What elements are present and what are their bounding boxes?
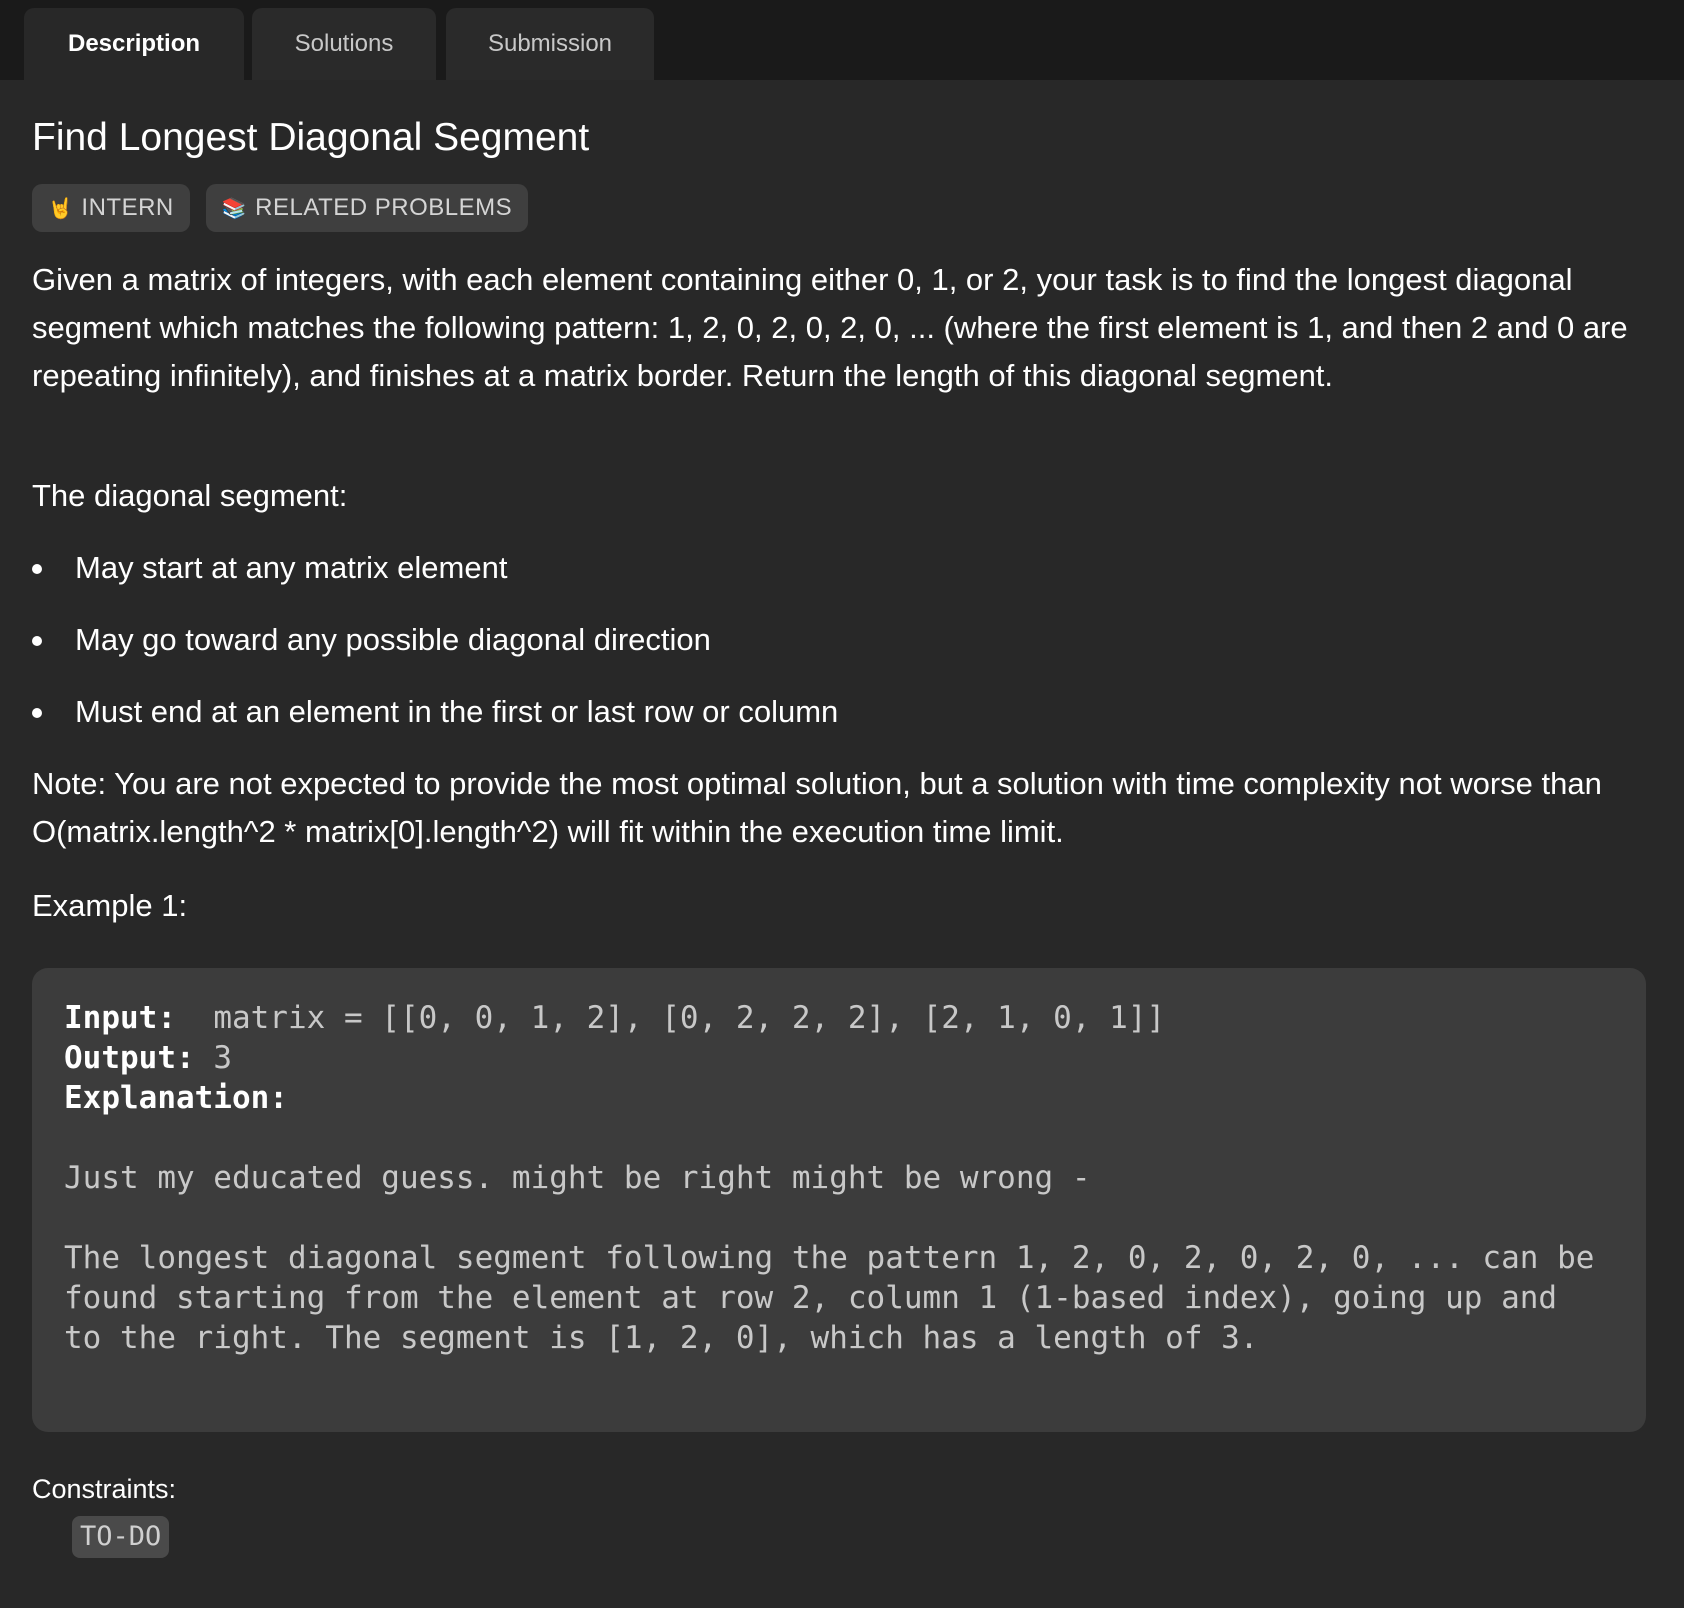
example-title: Example 1: <box>32 888 188 923</box>
output-label: Output: <box>64 1040 195 1076</box>
books-icon: 📚 <box>221 197 248 220</box>
output-value: 3 <box>213 1040 232 1076</box>
explanation-label: Explanation: <box>64 1080 288 1116</box>
related-problems-label: RELATED PROBLEMS <box>255 194 513 221</box>
tab-solutions[interactable]: Solutions <box>252 8 436 80</box>
input-label: Input: <box>64 1000 176 1036</box>
related-problems-badge[interactable] <box>206 184 528 232</box>
explanation-line: The longest diagonal segment following the pattern 1, 2, 0, 2, 0, 2, 0, ... can be <box>64 1240 1595 1276</box>
list-item: Must end at an element in the first or last row or column <box>32 688 838 760</box>
tab-bar <box>0 0 1684 80</box>
intern-badge[interactable] <box>32 184 190 232</box>
tab-submission[interactable]: Submission <box>446 8 654 80</box>
intern-badge-label: INTERN <box>81 194 174 221</box>
constraints-title: Constraints: <box>32 1474 177 1504</box>
rock-hand-icon: 🤘 <box>48 197 74 220</box>
explanation-line: Just my educated guess. might be right might be wrong - <box>64 1160 1091 1196</box>
explanation-line: to the right. The segment is [1, 2, 0], which has a length of 3. <box>64 1320 1259 1356</box>
note-paragraph: Note: You are not expected to provide the most optimal solution, but a solution with time complexity not worse than O(matrix.length^2 * matrix[0].length^2) will fit within the execution time limit. <box>32 766 1602 849</box>
example-code-block <box>32 968 1646 1432</box>
problem-title: Find Longest Diagonal Segment <box>32 116 590 159</box>
rules-list <box>32 544 838 760</box>
constraints-value: TO-DO <box>72 1516 169 1558</box>
list-item: May start at any matrix element <box>32 544 838 616</box>
diagonal-heading: The diagonal segment: <box>32 478 348 513</box>
explanation-line: found starting from the element at row 2, column 1 (1-based index), going up and <box>64 1280 1558 1316</box>
list-item: May go toward any possible diagonal direction <box>32 616 838 688</box>
badge-row <box>32 184 528 232</box>
tab-description[interactable]: Description <box>24 8 244 80</box>
intro-paragraph: Given a matrix of integers, with each element containing either 0, 1, or 2, your task is to find the longest diagonal segment which matches the following pattern: 1, 2, 0, 2, 0, 2, 0, ... (where the first element is 1, and then 2 and 0 are repeating infinitely), and finishes at a matrix border. Return the length of this diagonal segment. <box>32 262 1628 393</box>
input-value: matrix = [[0, 0, 1, 2], [0, 2, 2, 2], [2, 1, 0, 1]] <box>213 1000 1166 1036</box>
